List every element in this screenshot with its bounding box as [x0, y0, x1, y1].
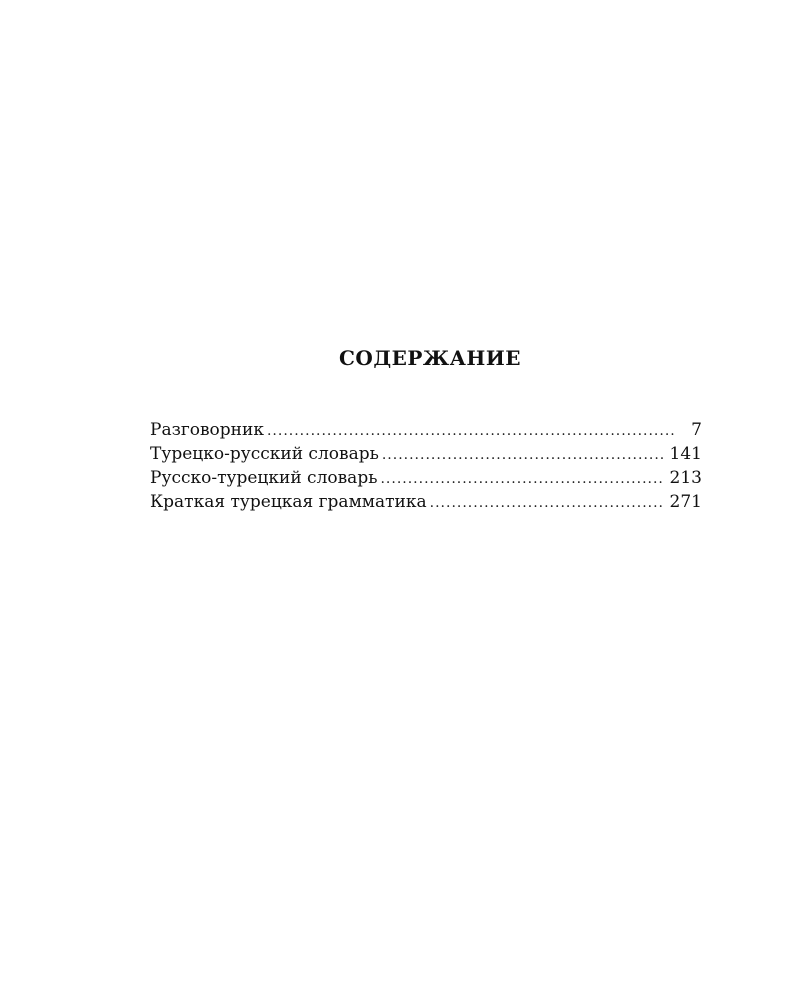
toc-entry	[150, 490, 702, 514]
toc-entry-page-number: 271	[669, 492, 702, 512]
toc-entry-title: Турецко-русский словарь	[150, 444, 379, 464]
dot-leader	[380, 467, 663, 491]
dot-leader	[382, 443, 664, 467]
toc-entry-page-number: 141	[669, 444, 702, 464]
toc-entry-page-number: 213	[669, 468, 702, 488]
toc-title: СОДЕРЖАНИЕ	[339, 346, 521, 370]
toc-entry-title: Краткая турецкая грамматика	[150, 492, 427, 512]
table-of-contents	[150, 418, 702, 514]
dot-leader	[267, 419, 676, 443]
toc-entry	[150, 466, 702, 490]
toc-entry-title: Разговорник	[150, 420, 264, 440]
dot-leader	[430, 491, 664, 515]
toc-entry-title: Русско-турецкий словарь	[150, 468, 378, 488]
toc-entry	[150, 442, 702, 466]
toc-entry-page-number: 7	[691, 420, 702, 440]
toc-entry	[150, 418, 702, 442]
